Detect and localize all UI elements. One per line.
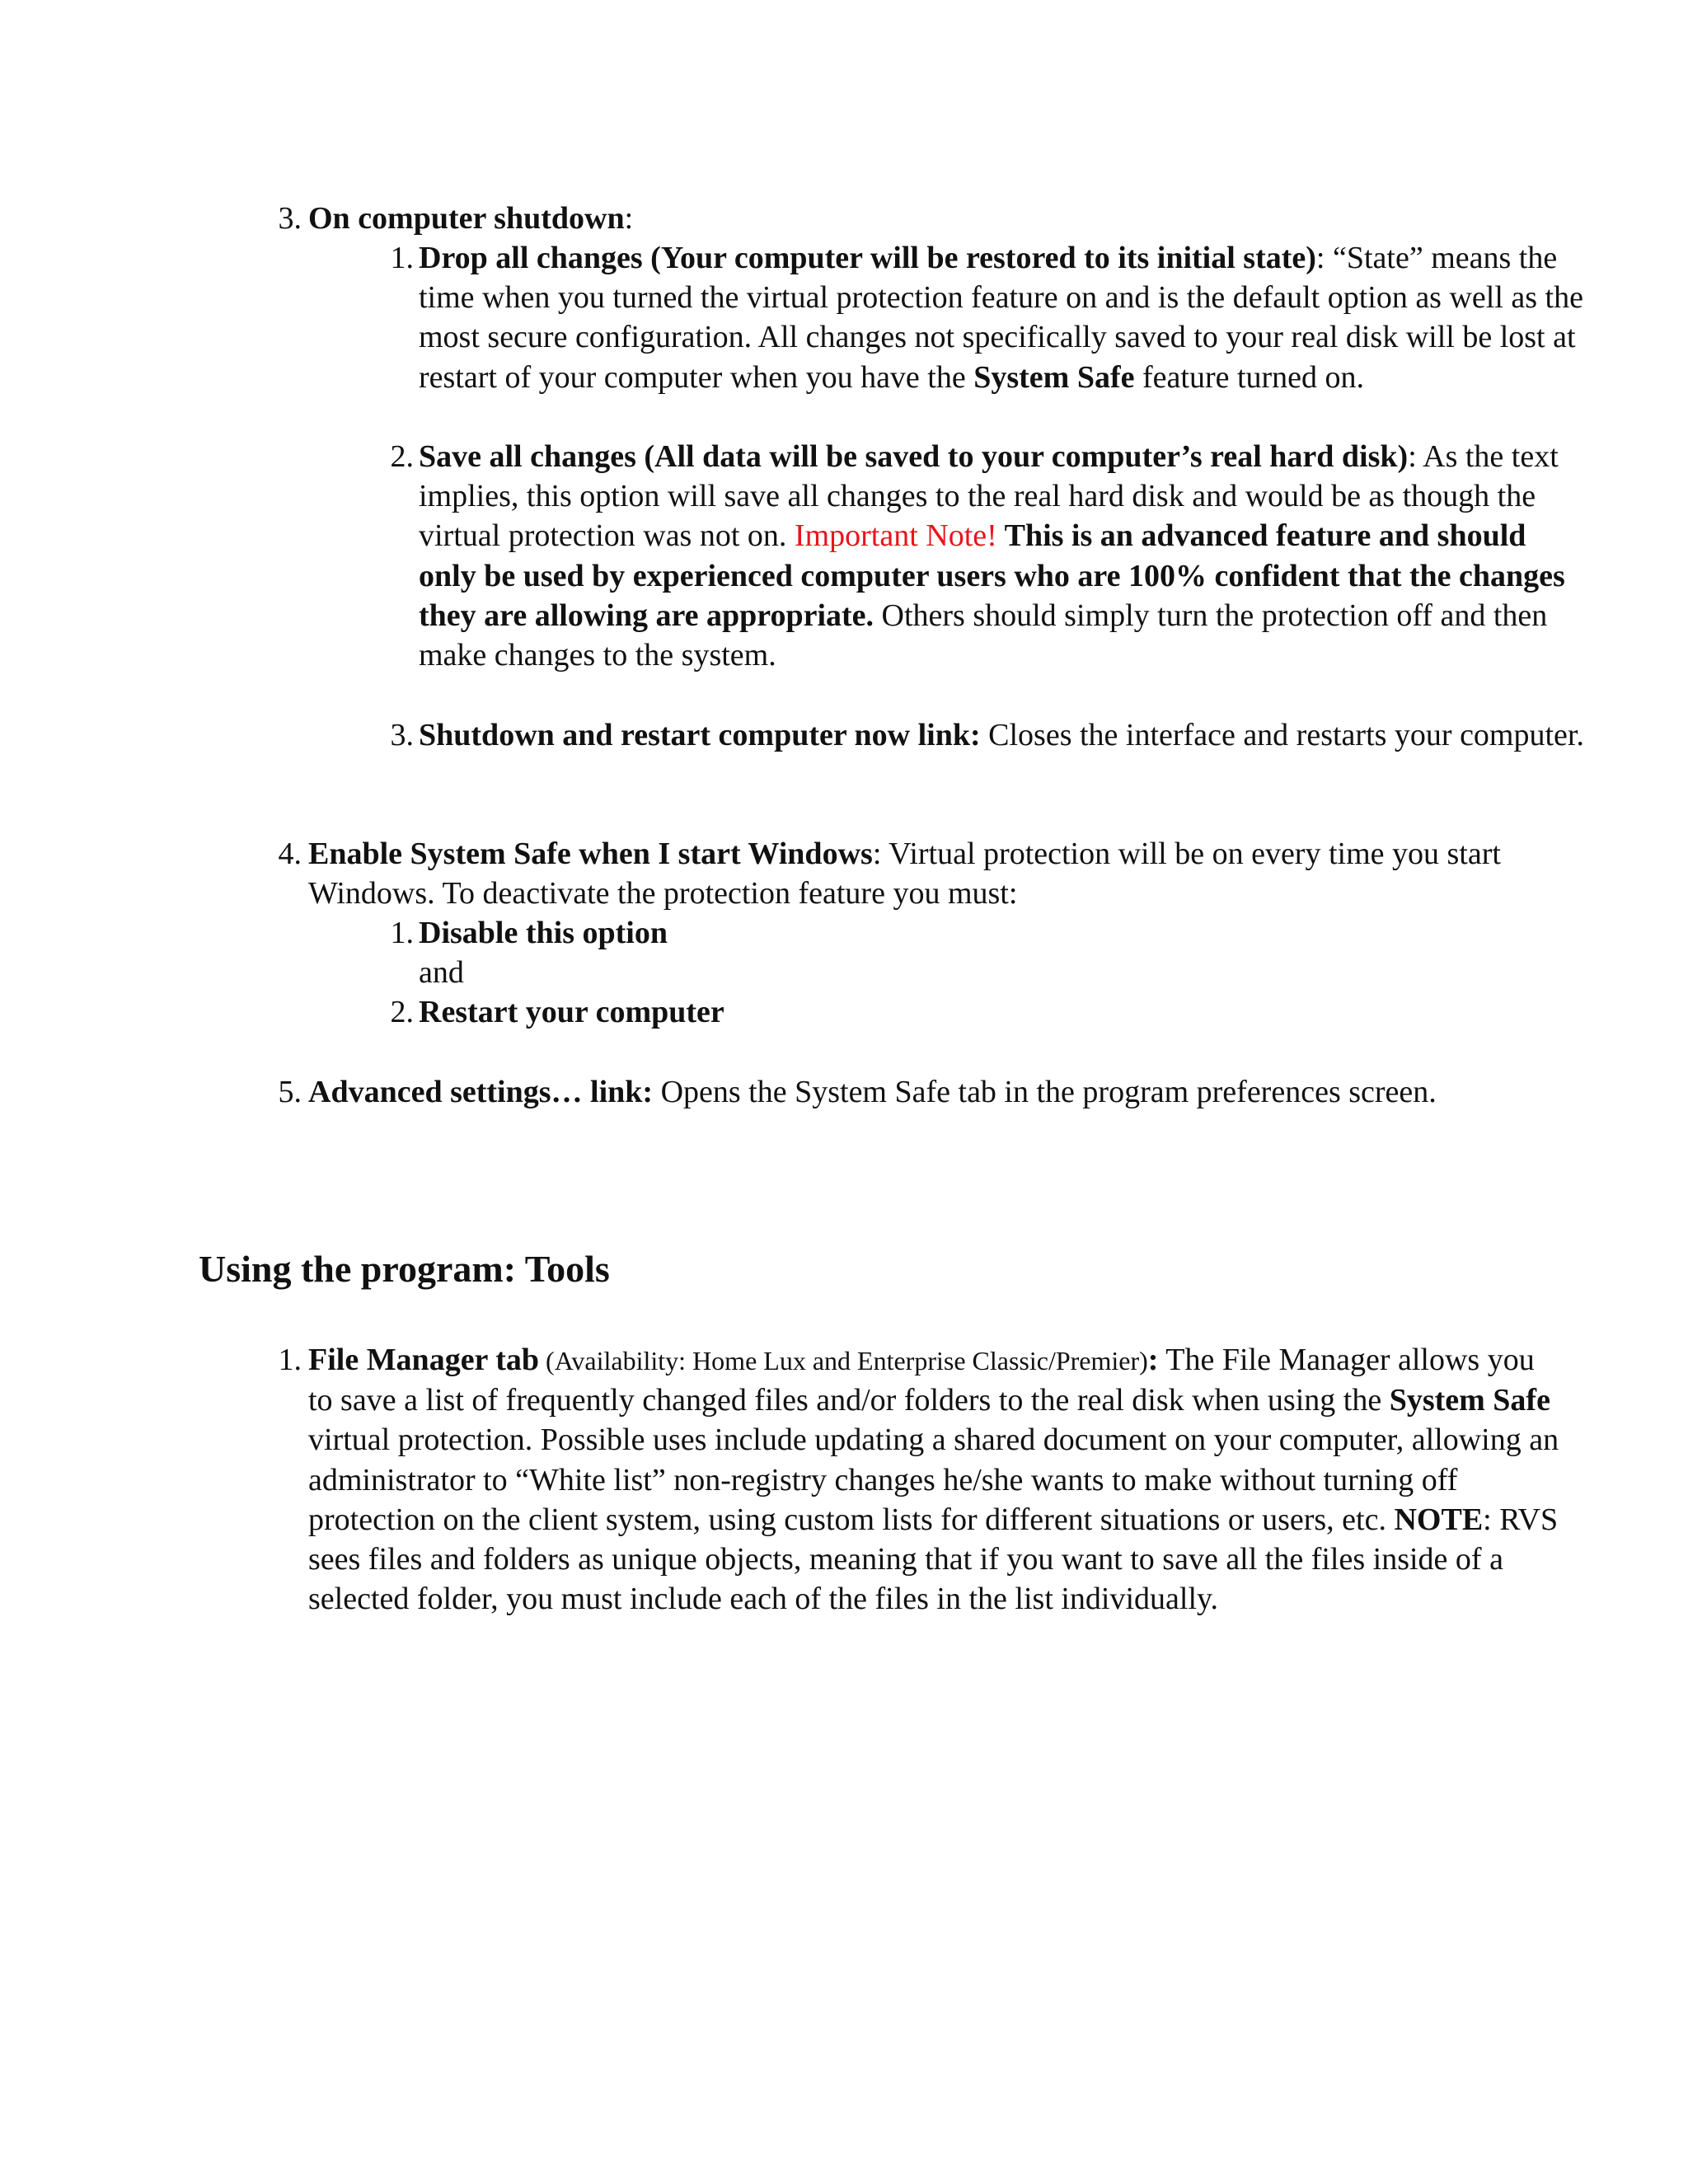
list-number: 1. [390, 916, 414, 950]
list-number: 5. [278, 1075, 302, 1109]
list-number: 4. [278, 837, 302, 871]
option-shutdown-restart [390, 715, 1589, 755]
list-number: 1. [278, 1343, 302, 1377]
section-title: Advanced settings… link: [308, 1075, 654, 1109]
step-disable-option [390, 913, 1589, 992]
option-label: Save all changes (All data will be saved to your computer’s real hard disk) [419, 439, 1409, 474]
title-colon: : [1147, 1343, 1159, 1377]
section-heading-tools: Using the program: Tools [199, 1248, 610, 1290]
system-safe-term: System Safe [973, 359, 1135, 395]
tool-text: The File Manager allows you to save a list of frequently changed files and/or folders to the real disk when using the [308, 1343, 1535, 1418]
note-label: NOTE [1394, 1502, 1484, 1537]
option-save-all-changes [390, 437, 1589, 675]
option-text-after: Others should simply turn the protection off and then make changes to the system. [419, 598, 1548, 673]
system-safe-term: System Safe [1389, 1383, 1550, 1418]
list-item-file-manager [278, 1340, 1561, 1619]
list-item-advanced-settings [278, 1072, 1561, 1112]
section-title: Enable System Safe when I start Windows [308, 837, 873, 871]
tool-text-middle: virtual protection. Possible uses include updating a shared document on your computer, allowing an administrator to “White list” non-registry changes he/she wants to make without turning off protection on the client system, using custom lists for different situations or users, etc. [308, 1422, 1559, 1537]
step-label: Restart your computer [419, 995, 724, 1029]
section-text: : Virtual protection will be on every time you start Windows. To deactivate the protection feature you must: [308, 837, 1501, 912]
list-number: 3. [390, 718, 414, 752]
tool-title: File Manager tab [308, 1343, 540, 1377]
list-item-on-shutdown [278, 199, 1561, 238]
list-number: 2. [390, 995, 414, 1029]
availability-note: (Availability: Home Lux and Enterprise Classic/Premier) [539, 1346, 1148, 1376]
step-restart-computer [390, 992, 1589, 1032]
option-label: Drop all changes (Your computer will be restored to its initial state) [419, 241, 1316, 275]
list-number: 2. [390, 439, 414, 474]
tool-text-after: : RVS sees files and folders as unique objects, meaning that if you want to save all the files inside of a selected folder, you must include each of the files in the list individually. [308, 1502, 1559, 1617]
section-title: On computer shutdown [308, 201, 625, 236]
option-text: Closes the interface and restarts your computer. [980, 718, 1584, 752]
list-number: 1. [390, 241, 414, 275]
step-label: Disable this option [419, 916, 668, 950]
section-text: Opens the System Safe tab in the program preferences screen. [653, 1075, 1437, 1109]
option-label: Shutdown and restart computer now link: [419, 718, 981, 752]
option-text: : “State” means the time when you turned the virtual protection feature on and is the default option as well as the most secure configuration. All changes not specifically saved to your real disk will be lost at restart of your computer when you have the [419, 241, 1583, 395]
option-text-after: feature turned on. [1134, 359, 1365, 395]
important-note: Important Note! [794, 518, 997, 554]
warning-text: This is an advanced feature and should only be used by experienced computer users who are 100% confident that the changes they are allowing are appropriate. [419, 518, 1565, 633]
title-suffix: : [624, 201, 634, 236]
list-number: 3. [278, 201, 302, 236]
step-connector: and [419, 955, 464, 991]
option-text: : As the text implies, this option will save all changes to the real hard disk and would be as though the virtual protection was not on. [419, 439, 1559, 554]
list-item-enable-system-safe [278, 834, 1561, 913]
option-drop-all-changes [390, 238, 1589, 397]
